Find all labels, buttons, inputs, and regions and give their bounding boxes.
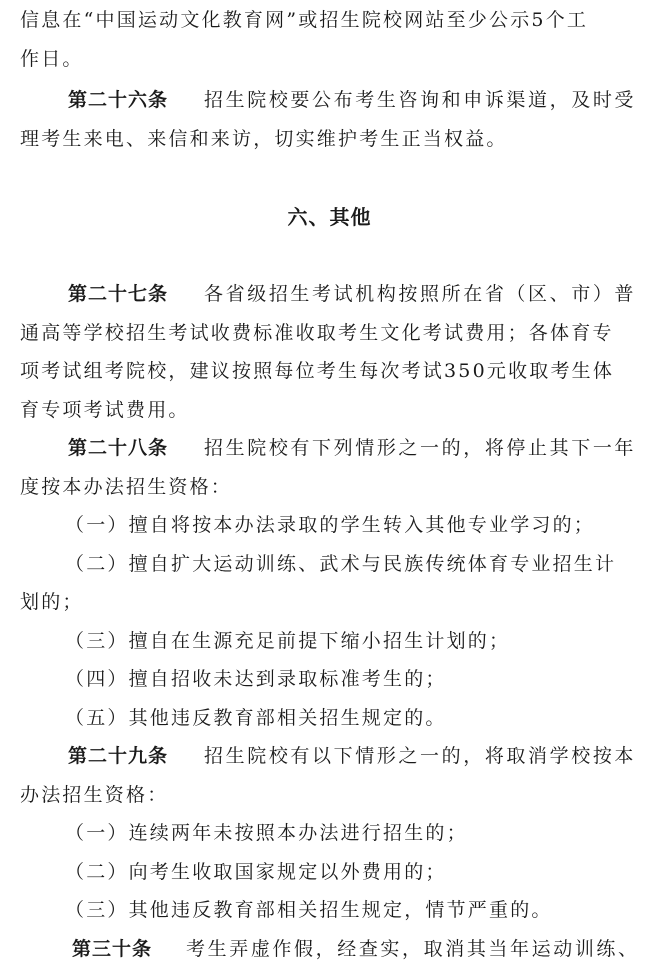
article-text: 招生院校有下列情形之一的，将停止其下一年 xyxy=(204,437,637,459)
article-29-paragraph xyxy=(68,744,636,768)
list-item: （三）其他违反教育部相关招生规定，情节严重的。 xyxy=(65,899,553,921)
article-28-line: 度按本办法招生资格： xyxy=(20,476,233,498)
article-text: 招生院校有以下情形之一的，将取消学校按本 xyxy=(204,745,637,767)
article-27-paragraph xyxy=(68,282,636,306)
article-text: 各省级招生考试机构按照所在省（区、市）普 xyxy=(204,283,637,305)
article-26-line: 理考生来电、来信和来访，切实维护考生正当权益。 xyxy=(20,128,508,150)
article-number: 第二十六条 xyxy=(68,89,169,111)
section-heading: 六、其他 xyxy=(287,205,372,229)
article-27-line: 通高等学校招生考试收费标准收取考生文化考试费用；各体育专 xyxy=(20,322,614,344)
list-item: （三）擅自在生源充足前提下缩小招生计划的； xyxy=(65,630,511,652)
article-28-paragraph xyxy=(68,436,636,460)
article-30-paragraph xyxy=(72,937,640,961)
list-item: （二）向考生收取国家规定以外费用的； xyxy=(65,861,447,883)
article-27-line: 项考试组考院校，建议按照每位考生每次考试350元收取考生体 xyxy=(20,360,615,382)
list-item: （一）连续两年未按照本办法进行招生的； xyxy=(65,822,468,844)
article-25-tail-line: 作日。 xyxy=(20,48,84,70)
article-number: 第二十七条 xyxy=(68,283,169,305)
article-number: 第三十条 xyxy=(72,938,153,960)
article-text: 考生弄虚作假，经查实，取消其当年运动训练、 xyxy=(186,938,640,960)
article-27-line: 育专项考试费用。 xyxy=(20,399,190,421)
article-25-tail-line: 信息在“中国运动文化教育网”或招生院校网站至少公示5个工 xyxy=(20,9,589,31)
list-item-continuation: 划的； xyxy=(20,591,84,613)
article-29-line: 办法招生资格： xyxy=(20,784,169,806)
list-item: （一）擅自将按本办法录取的学生转入其他专业学习的； xyxy=(65,514,596,536)
article-number: 第二十八条 xyxy=(68,437,169,459)
article-26-paragraph xyxy=(68,88,636,112)
list-item: （四）擅自招收未达到录取标准考生的； xyxy=(65,668,447,690)
list-item: （二）擅自扩大运动训练、武术与民族传统体育专业招生计 xyxy=(65,553,617,575)
article-number: 第二十九条 xyxy=(68,745,169,767)
article-text: 招生院校要公布考生咨询和申诉渠道，及时受 xyxy=(204,89,637,111)
list-item: （五）其他违反教育部相关招生规定的。 xyxy=(65,707,447,729)
